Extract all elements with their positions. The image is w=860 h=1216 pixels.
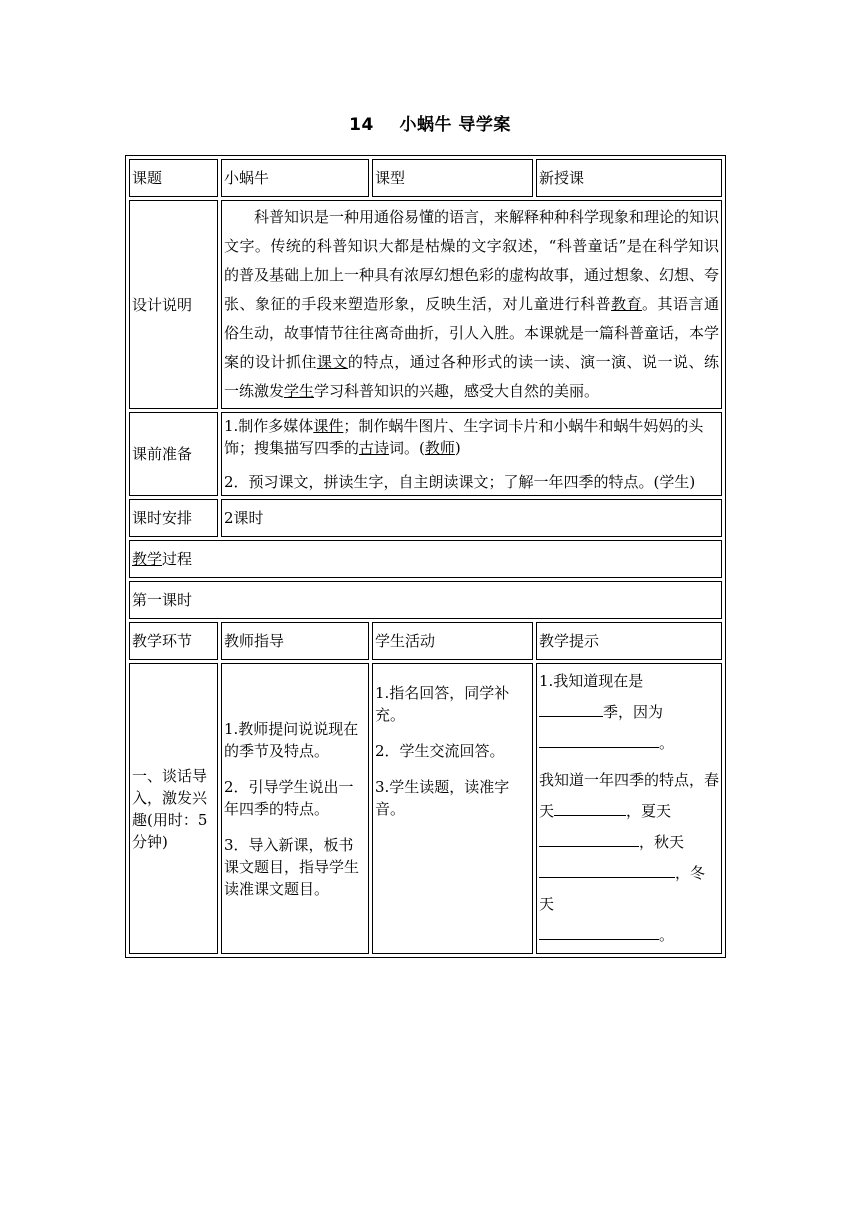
prep-item-1: 1.制作多媒体课件；制作蜗牛图片、生字词卡片和小蜗牛和蜗牛妈妈的头饰；搜集描写四季的古诗词。(教师) xyxy=(224,417,704,457)
topic-value: 小蜗牛 xyxy=(221,159,369,197)
link-ancient-poem[interactable]: 古诗 xyxy=(359,439,390,457)
step-1-tips xyxy=(536,663,722,954)
lesson-number: 14 xyxy=(349,115,374,135)
process-row xyxy=(129,540,722,578)
answer-blank[interactable] xyxy=(539,923,659,940)
activity-item: 2．学生交流回答。 xyxy=(375,742,505,760)
design-text xyxy=(221,200,722,409)
column-header-row xyxy=(129,622,722,660)
guide-item: 3．导入新课，板书课文题目，指导学生读准课文题目。 xyxy=(224,835,360,898)
activity-item: 1.指名回答，同学补充。 xyxy=(375,684,510,724)
hours-row xyxy=(129,499,722,537)
step-1-stage: 一、谈话导入，激发兴趣(用时：5分钟) xyxy=(129,663,218,954)
document-type: 导学案 xyxy=(458,115,511,135)
hours-label: 课时安排 xyxy=(129,499,218,537)
step-1-activity xyxy=(372,663,533,954)
class-type-value: 新授课 xyxy=(536,159,722,197)
answer-blank[interactable] xyxy=(539,861,675,878)
period-heading: 第一课时 xyxy=(129,581,722,619)
link-student[interactable]: 学生 xyxy=(284,382,315,400)
period-row xyxy=(129,581,722,619)
prep-label: 课前准备 xyxy=(129,412,218,496)
prep-item-2: 2．预习课文，拼读生字，自主朗读课文；了解一年四季的特点。(学生) xyxy=(224,473,696,491)
col-tips: 教学提示 xyxy=(536,622,722,660)
process-heading: 教学过程 xyxy=(129,540,722,578)
link-text[interactable]: 课文 xyxy=(316,353,348,371)
col-stage: 教学环节 xyxy=(129,622,218,660)
lesson-plan-table xyxy=(125,155,726,958)
lesson-name: 小蜗牛 xyxy=(399,115,452,135)
tip-item-2: 我知道一年四季的特点，春天 ，夏天 ，秋天 ，冬天 。 xyxy=(539,771,720,944)
topic-row xyxy=(129,159,722,197)
link-courseware[interactable]: 课件 xyxy=(313,417,344,435)
class-type-label: 课型 xyxy=(372,159,533,197)
design-paragraph: 科普知识是一种用通俗易懂的语言，来解释种种科学现象和理论的知识文字。传统的科普知识大都是枯燥的文字叙述，“科普童话”是在科学知识的普及基础上加上一种具有浓厚幻想色彩的虚构故事，通过想象、幻想、夸张、象征的手段来塑造形象，反映生活，对儿童进行科普教育。其语言通俗生动，故事情节往往离奇曲折，引人入胜。本课就是一篇科普童话，本学案的设计抓住课文的特点，通过各种形式的读一读、演一演、说一说、练一练激发学生学习科普知识的兴趣，感受大自然的美丽。 xyxy=(224,208,720,400)
document-title xyxy=(0,110,860,135)
link-teacher[interactable]: 教师 xyxy=(424,439,455,457)
prep-content xyxy=(221,412,722,496)
prep-row xyxy=(129,412,722,496)
answer-blank[interactable] xyxy=(554,799,626,816)
link-teaching[interactable]: 教学 xyxy=(132,550,163,568)
design-label: 设计说明 xyxy=(129,200,218,409)
tip-item-1: 1.我知道现在是 季，因为 。 xyxy=(539,672,675,752)
step-1-guide xyxy=(221,663,369,954)
step-row-1 xyxy=(129,663,722,954)
col-guide: 教师指导 xyxy=(221,622,369,660)
link-education[interactable]: 教育 xyxy=(611,295,643,313)
answer-blank[interactable] xyxy=(539,731,659,748)
guide-item: 1.教师提问说说现在的季节及特点。 xyxy=(224,719,359,760)
topic-label: 课题 xyxy=(129,159,218,197)
col-activity: 学生活动 xyxy=(372,622,533,660)
activity-item: 3.学生读题，读准字音。 xyxy=(375,778,510,818)
answer-blank[interactable] xyxy=(539,700,603,717)
guide-item: 2．引导学生说出一年四季的特点。 xyxy=(224,777,354,818)
hours-value: 2课时 xyxy=(221,499,722,537)
answer-blank[interactable] xyxy=(539,830,639,847)
design-row xyxy=(129,200,722,409)
